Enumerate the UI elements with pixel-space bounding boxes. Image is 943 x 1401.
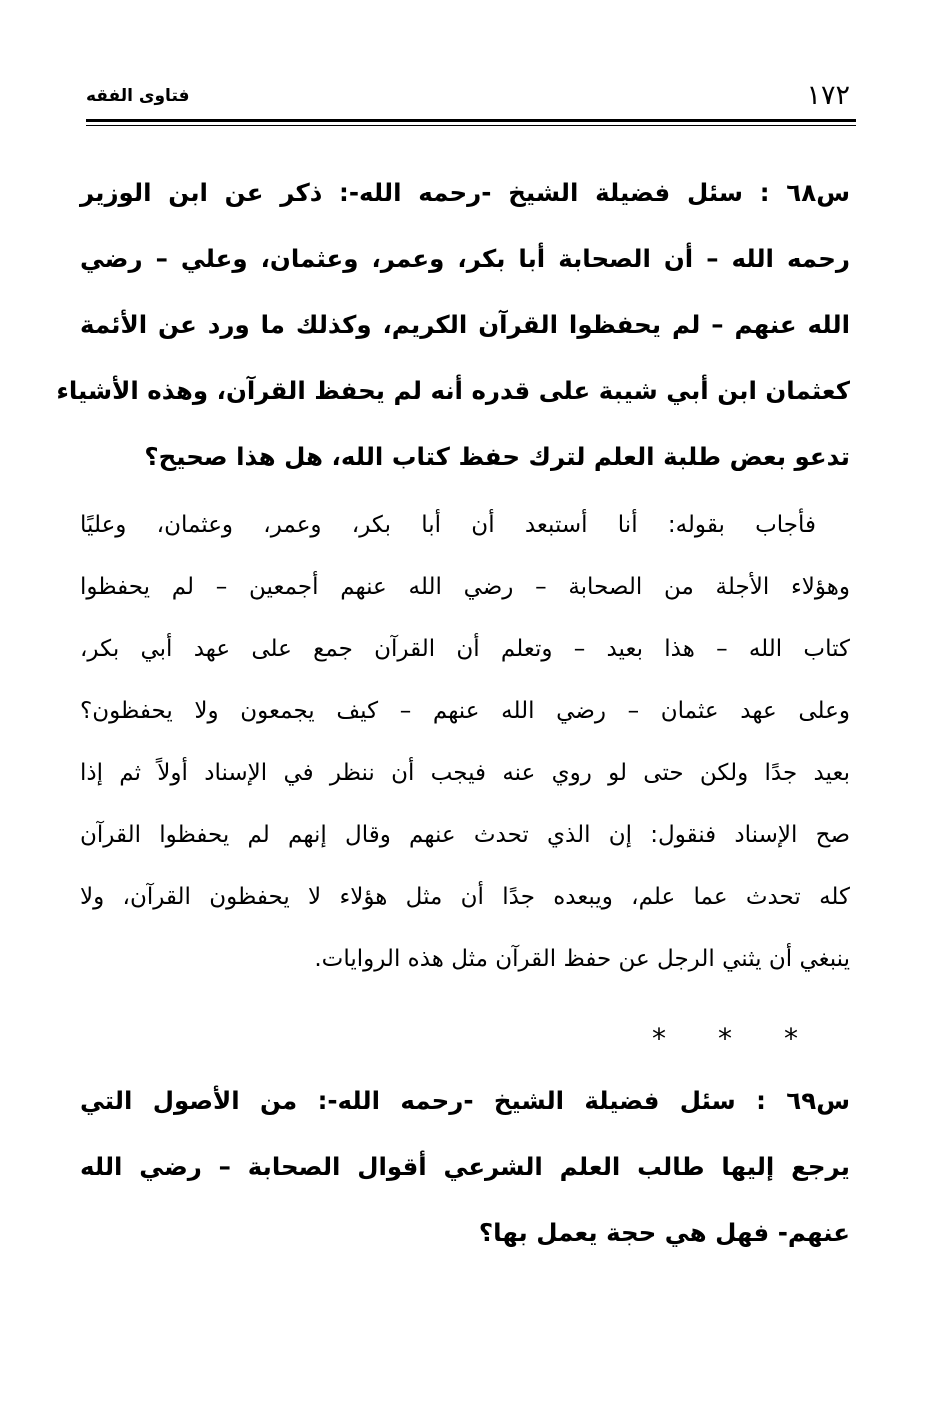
header-rule-thick [86, 119, 856, 122]
answer-68-line: صح الإسناد فنقول: إن الذي تحدث عنهم وقال إنهم لم يحفظوا القرآن [80, 822, 850, 848]
question-69-line: عنهم- فهل هي حجة يعمل بها؟ [478, 1218, 850, 1247]
question-69 [80, 1068, 850, 1266]
question-68-line: س٦٨ : سئل فضيلة الشيخ -رحمه الله-: ذكر عن ابن الوزير [80, 178, 850, 207]
answer-68-line: كله تحدث عما علم، ويبعده جدًا أن مثل هؤلاء لا يحفظون القرآن، ولا [80, 884, 850, 910]
page-number: ١٧٢ [806, 80, 850, 111]
answer-68-line: وعلى عهد عثمان – رضي الله عنهم – كيف يجمعون ولا يحفظون؟ [80, 698, 850, 724]
header-rule-thin [86, 125, 856, 126]
answer-68-line: ينبغي أن يثني الرجل عن حفظ القرآن مثل هذه الروايات. [314, 946, 850, 972]
answer-68-line: بعيد جدًا ولكن حتى لو روي عنه فيجب أن ننظر في الإسناد أولاً ثم إذا [80, 760, 850, 786]
question-68-line: تدعو بعض طلبة العلم لترك حفظ كتاب الله، هل هذا صحيح؟ [144, 442, 850, 471]
question-68-line: الله عنهم – لم يحفظوا القرآن الكريم، وكذلك ما ورد عن الأئمة [80, 310, 850, 339]
question-68 [56, 160, 850, 490]
answer-68 [80, 494, 850, 990]
question-69-line: س٦٩ : سئل فضيلة الشيخ -رحمه الله-: من الأصول التي [80, 1086, 850, 1115]
answer-68-line: وهؤلاء الأجلة من الصحابة – رضي الله عنهم أجمعين – لم يحفظوا [80, 574, 850, 600]
answer-68-line: فأجاب بقوله: أنا أستبعد أن أبا بكر، وعمر، وعثمان، وعليًا [80, 512, 816, 538]
question-69-line: يرجع إليها طالب العلم الشرعي أقوال الصحابة – رضي الله [80, 1152, 850, 1181]
question-68-line: كعثمان ابن أبي شيبة على قدره أنه لم يحفظ القرآن، وهذه الأشياء [56, 376, 850, 405]
section-separator: *** [652, 1022, 850, 1055]
answer-68-line: كتاب الله – هذا بعيد – وتعلم أن القرآن جمع على عهد أبي بكر، [80, 636, 850, 662]
running-title: فتاوى الفقه [86, 86, 190, 106]
question-68-line: رحمه الله – أن الصحابة أبا بكر، وعمر، وعثمان، وعلي – رضي [80, 244, 850, 273]
page-header [86, 80, 856, 120]
